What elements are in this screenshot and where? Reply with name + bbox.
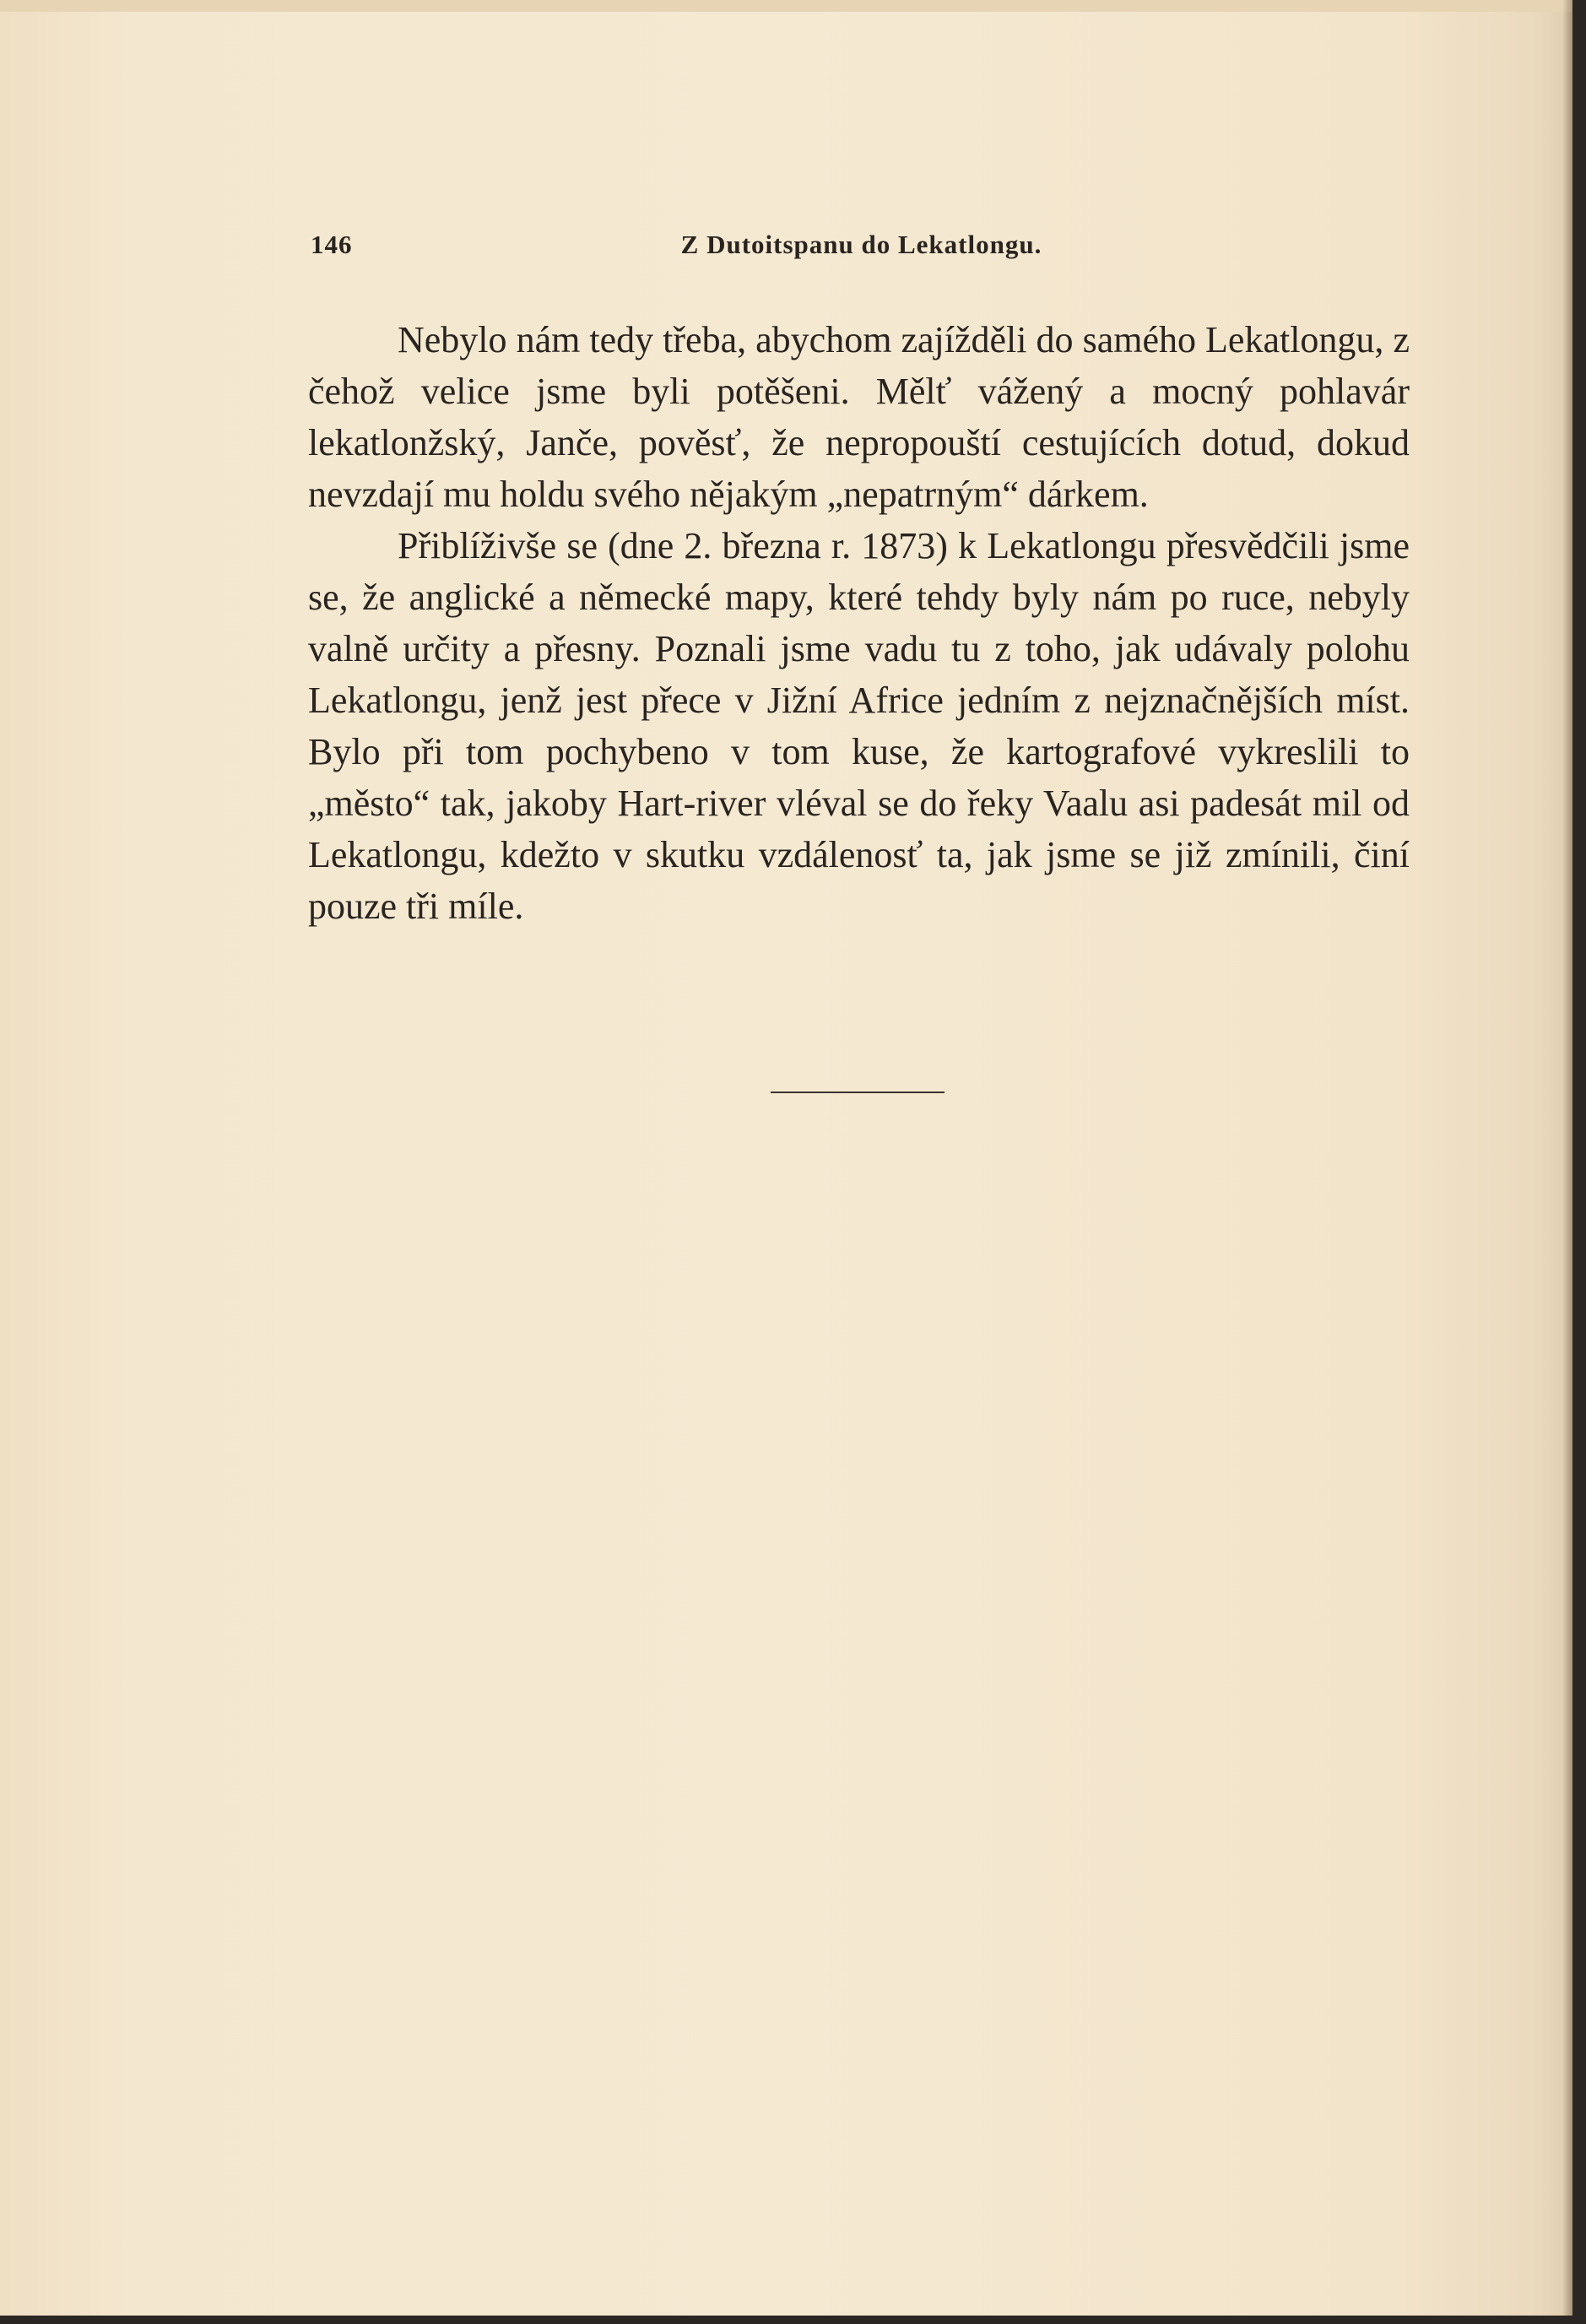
- page-number: 146: [311, 230, 353, 259]
- scan-right-edge: [1572, 0, 1586, 2324]
- running-head: [311, 230, 1412, 268]
- paragraph-1: Nebylo nám tedy třeba, abychom zajížděli do samého Lekatlongu, z čehož velice jsme byli potěšeni. Mělť vážený a mocný pohlavár lekatlonžský, Janče, pověsť, že nepropouští cestujících dotud, dokud nevzdají mu holdu svého nějakým „nepatrným“ dárkem.: [308, 319, 1410, 515]
- paragraph-2: Přiblíživše se (dne 2. března r. 1873) k Lekatlongu přesvědčili jsme se, že anglické a německé mapy, které tehdy byly nám po ruce, nebyly valně určity a přesny. Poznali jsme vadu tu z toho, jak udávaly polohu Lekatlongu, jenž jest přece v Jižní Africe jedním z nejznačnějších míst. Bylo při tom pochybeno v tom kuse, že kartografové vykreslili to „město“ tak, jakoby Hart-river vléval se do řeky Vaalu asi padesát mil od Lekatlongu, kdežto v skutku vzdálenosť ta, jak jsme se již zmínili, činí pouze tři míle.: [308, 525, 1410, 927]
- scan-top-edge: [0, 0, 1586, 12]
- running-title: Z Dutoitspanu do Lekatlongu.: [680, 230, 1042, 259]
- scan-bottom-edge: [0, 2316, 1586, 2324]
- page-edge-shadow: [1562, 0, 1572, 2324]
- section-end-rule: [771, 1092, 945, 1093]
- body-text: [308, 314, 1410, 932]
